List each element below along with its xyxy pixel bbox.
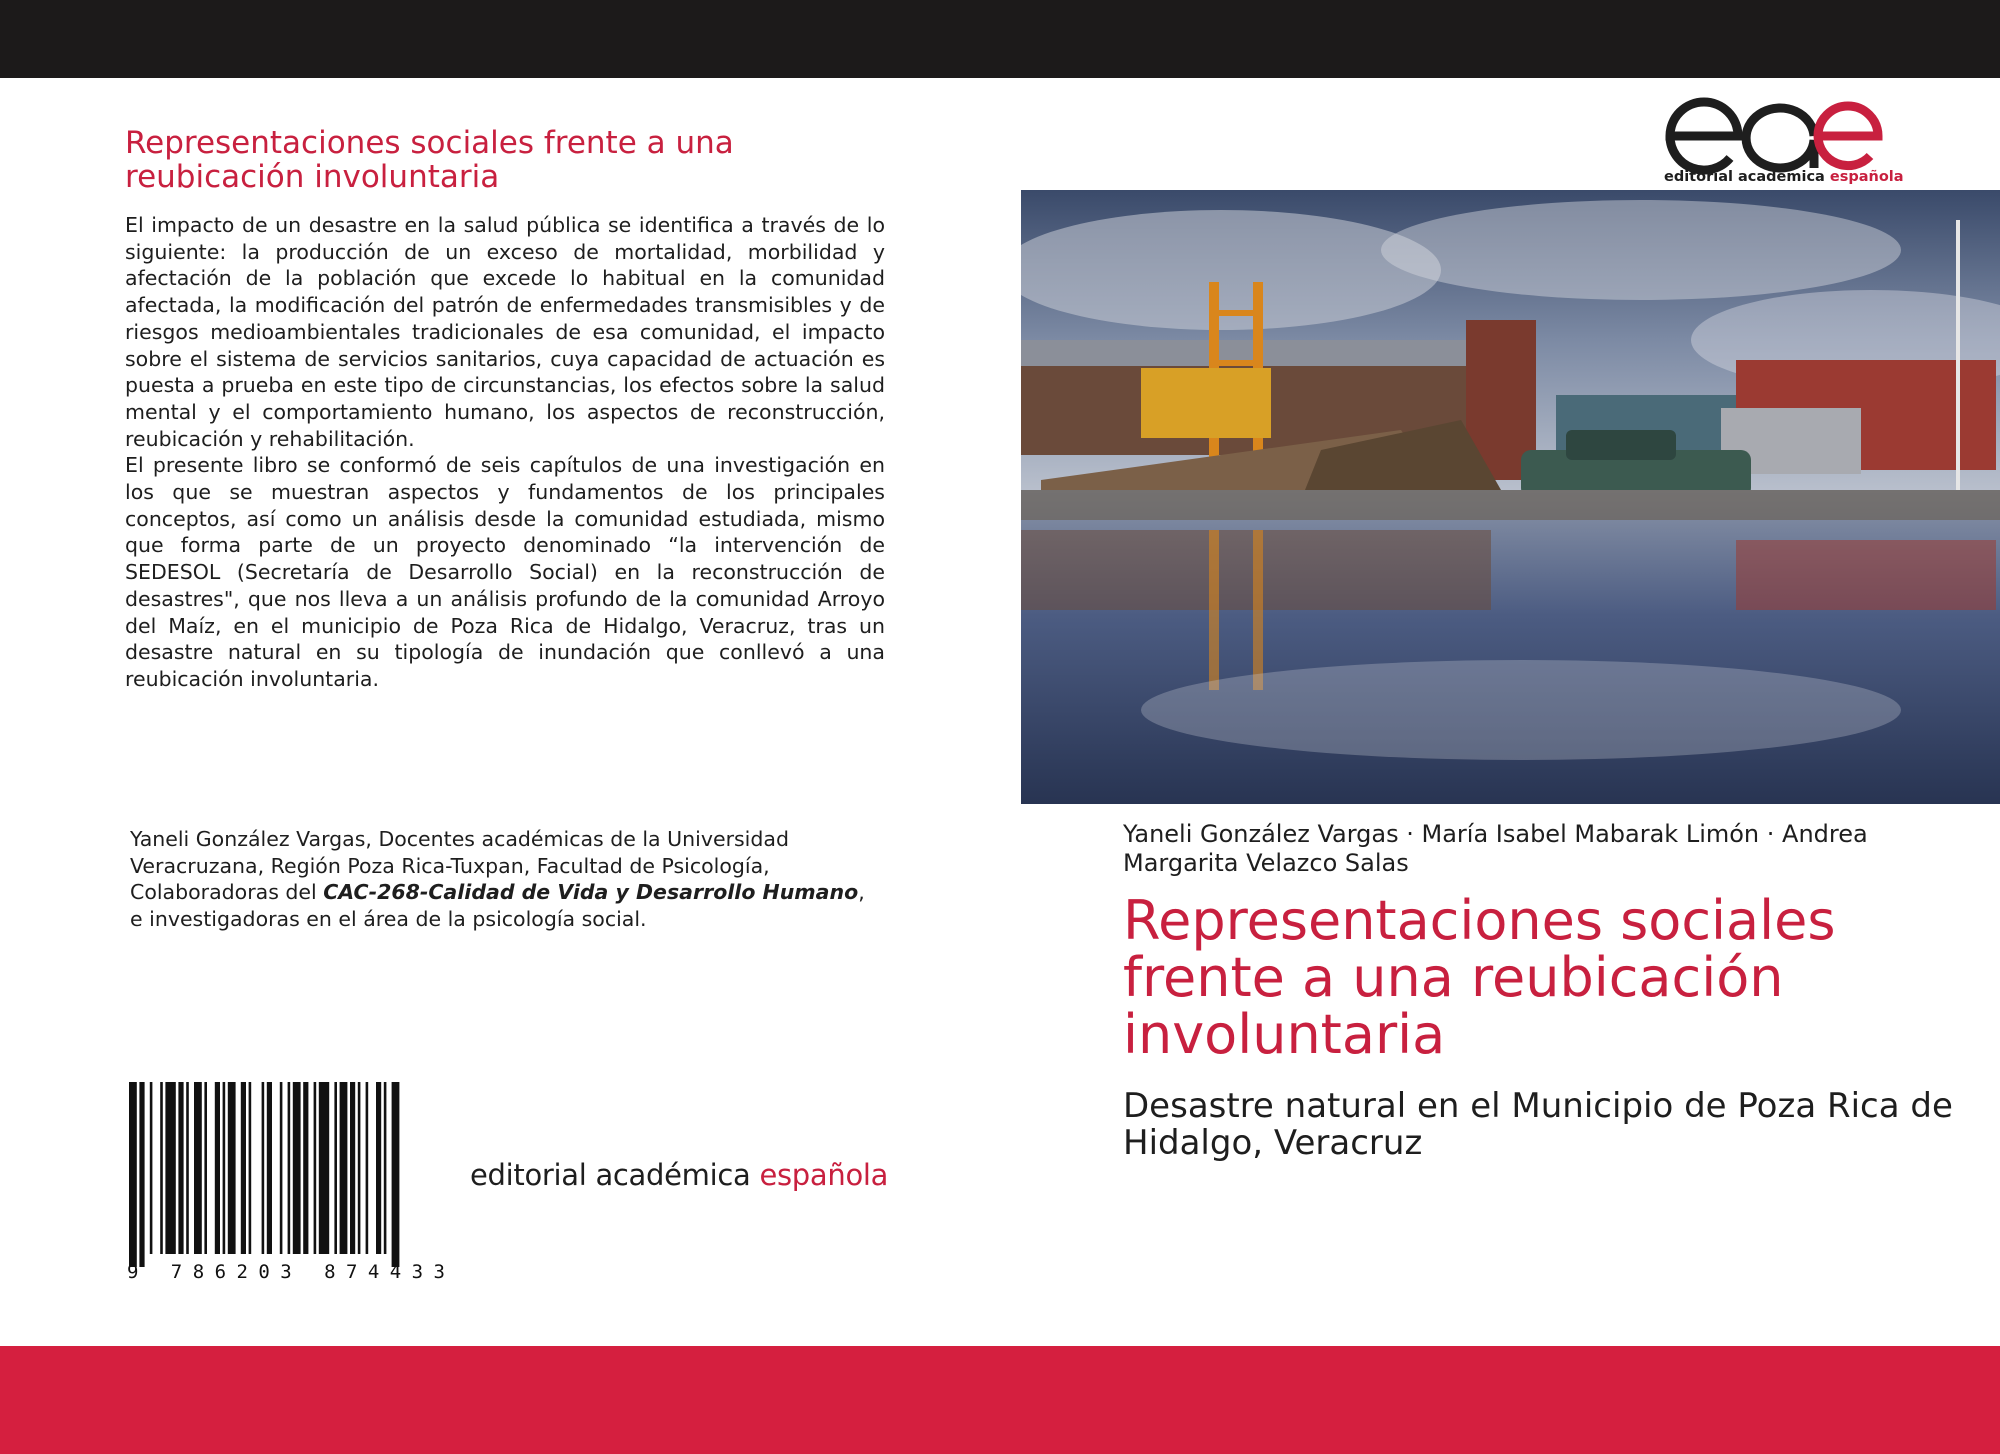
back-publisher-red: española bbox=[759, 1158, 889, 1192]
back-publisher-name bbox=[470, 1158, 888, 1192]
isbn-number: 9 786203 874433 bbox=[127, 1261, 445, 1282]
barcode-icon bbox=[125, 1082, 455, 1282]
logo-caption-red: española bbox=[1829, 169, 1904, 185]
bottom-red-band bbox=[0, 1346, 2000, 1454]
back-cover-title: Representaciones sociales frente a una reubicación involuntaria bbox=[125, 125, 734, 195]
flooded-yard-photo-icon bbox=[1021, 190, 2000, 804]
back-publisher-black: editorial académica bbox=[470, 1158, 760, 1192]
top-dark-band bbox=[0, 0, 2000, 78]
bio-center-name: CAC-268-Calidad de Vida y Desarrollo Humano bbox=[323, 880, 859, 905]
front-authors: Yaneli González Vargas · María Isabel Mabarak Limón · Andrea Margarita Velazco Salas bbox=[1123, 820, 1868, 877]
logo-caption bbox=[1664, 169, 1904, 185]
bio-text-start: Yaneli González Vargas, Docentes académicas de la Universidad Veracruzana, Región Poza Rica-Tuxpan, Facultad de Psicología, Colaboradoras del bbox=[130, 827, 789, 905]
blurb-paragraph-1: El impacto de un desastre en la salud pública se identifica a través de lo siguiente: la producción de un exceso de mortalidad, morbilidad y afectación de la población que excede lo habitual en la comunidad afectada, la modificación del patrón de enfermedades transmisibles y de riesgos medioambientales tradicionales de esa comunidad, el impacto sobre el sistema de servicios sanitarios, cuya capacidad de actuación es puesta a prueba en este tipo de circunstancias, los efectos sobre la salud mental y el comportamiento humano, los aspectos de reconstrucción, reubicación y rehabilitación. bbox=[125, 213, 885, 451]
bio-text-end: , e investigadoras en el área de la psicología social. bbox=[130, 880, 865, 932]
logo-caption-black: editorial académica bbox=[1664, 169, 1830, 185]
front-cover-subtitle: Desastre natural en el Municipio de Poza Rica de Hidalgo, Veracruz bbox=[1123, 1086, 1953, 1163]
back-cover-blurb bbox=[125, 212, 885, 693]
front-cover-title: Representaciones sociales frente a una reubicación involuntaria bbox=[1123, 889, 1836, 1066]
author-bio bbox=[130, 826, 870, 933]
blurb-paragraph-2: El presente libro se conformó de seis capítulos de una investigación en los que se muestran aspectos y fundamentos de los principales conceptos, así como un análisis desde la comunidad estudiada, mismo que forma parte de un proyecto denominado “la intervención de SEDESOL (Secretaría de Desarrollo Social) en la reconstrucción de desastres", que nos lleva a un análisis profundo de la comunidad Arroyo del Maíz, en el municipio de Poza Rica de Hidalgo, Veracruz, tras un desastre natural en su tipología de inundación que conllevó a una reubicación involuntaria. bbox=[125, 453, 885, 691]
